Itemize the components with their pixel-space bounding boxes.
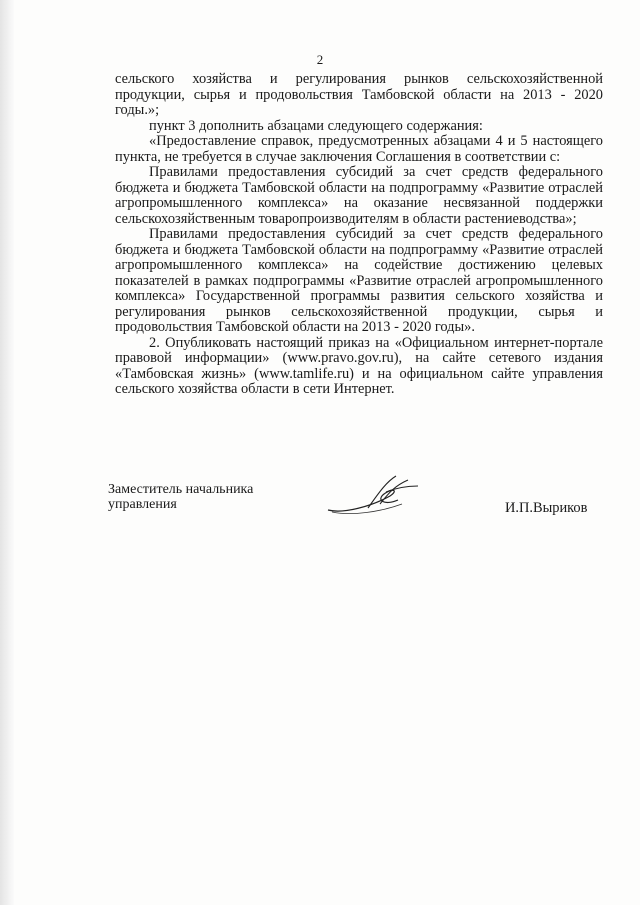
- paragraph-quote-start: «Предоставление справок, предусмотренных абзацами 4 и 5 настоящего пункта, не требуется в случае заключения Соглашения в соответствии с:: [115, 133, 603, 165]
- page-number: 2: [316, 52, 324, 67]
- signer-position: [108, 482, 253, 512]
- paragraph-publish: 2. Опубликовать настоящий приказ на «Официальном интернет-портале правовой информации» (www.pravo.gov.ru), на сайте сетевого издания «Тамбовская жизнь» (www.tamlife.ru) и на официальном сайте управления сельского хозяйства области в сети Интернет.: [115, 334, 603, 397]
- handwritten-signature: [322, 470, 422, 520]
- signer-position-line1: Заместитель начальника: [108, 482, 254, 497]
- paragraph-continuation: сельского хозяйства и регулирования рынков сельскохозяйственной продукции, сырья и продовольствия Тамбовской области на 2013 - 2020 годы.»;: [115, 71, 603, 118]
- paragraph-rules-2: Правилами предоставления субсидий за счет средств федерального бюджета и бюджета Тамбовской области на подпрограмму «Развитие отраслей агропромышленного комплекса» на содействие достижению целевых показателей в рамках подпрограммы «Развитие отраслей агропромышленного комплекса» Государственной программы развития сельского хозяйства и регулирования рынков сельскохозяйственной продукции, сырья и продовольствия Тамбовской области на 2013 - 2020 годы».: [115, 226, 603, 335]
- signer-position-line2: управления: [108, 497, 177, 512]
- signer-name: И.П.Выриков: [505, 500, 588, 516]
- paragraph-item-3-intro: пункт 3 дополнить абзацами следующего содержания:: [149, 117, 483, 134]
- paragraph-rules-1: Правилами предоставления субсидий за счет средств федерального бюджета и бюджета Тамбовской области на подпрограмму «Развитие отраслей агропромышленного комплекса» на оказание несвязанной поддержки сельскохозяйственным товаропроизводителям в области растениеводства»;: [115, 164, 603, 227]
- scan-edge: [0, 0, 14, 905]
- document-body: [115, 72, 603, 398]
